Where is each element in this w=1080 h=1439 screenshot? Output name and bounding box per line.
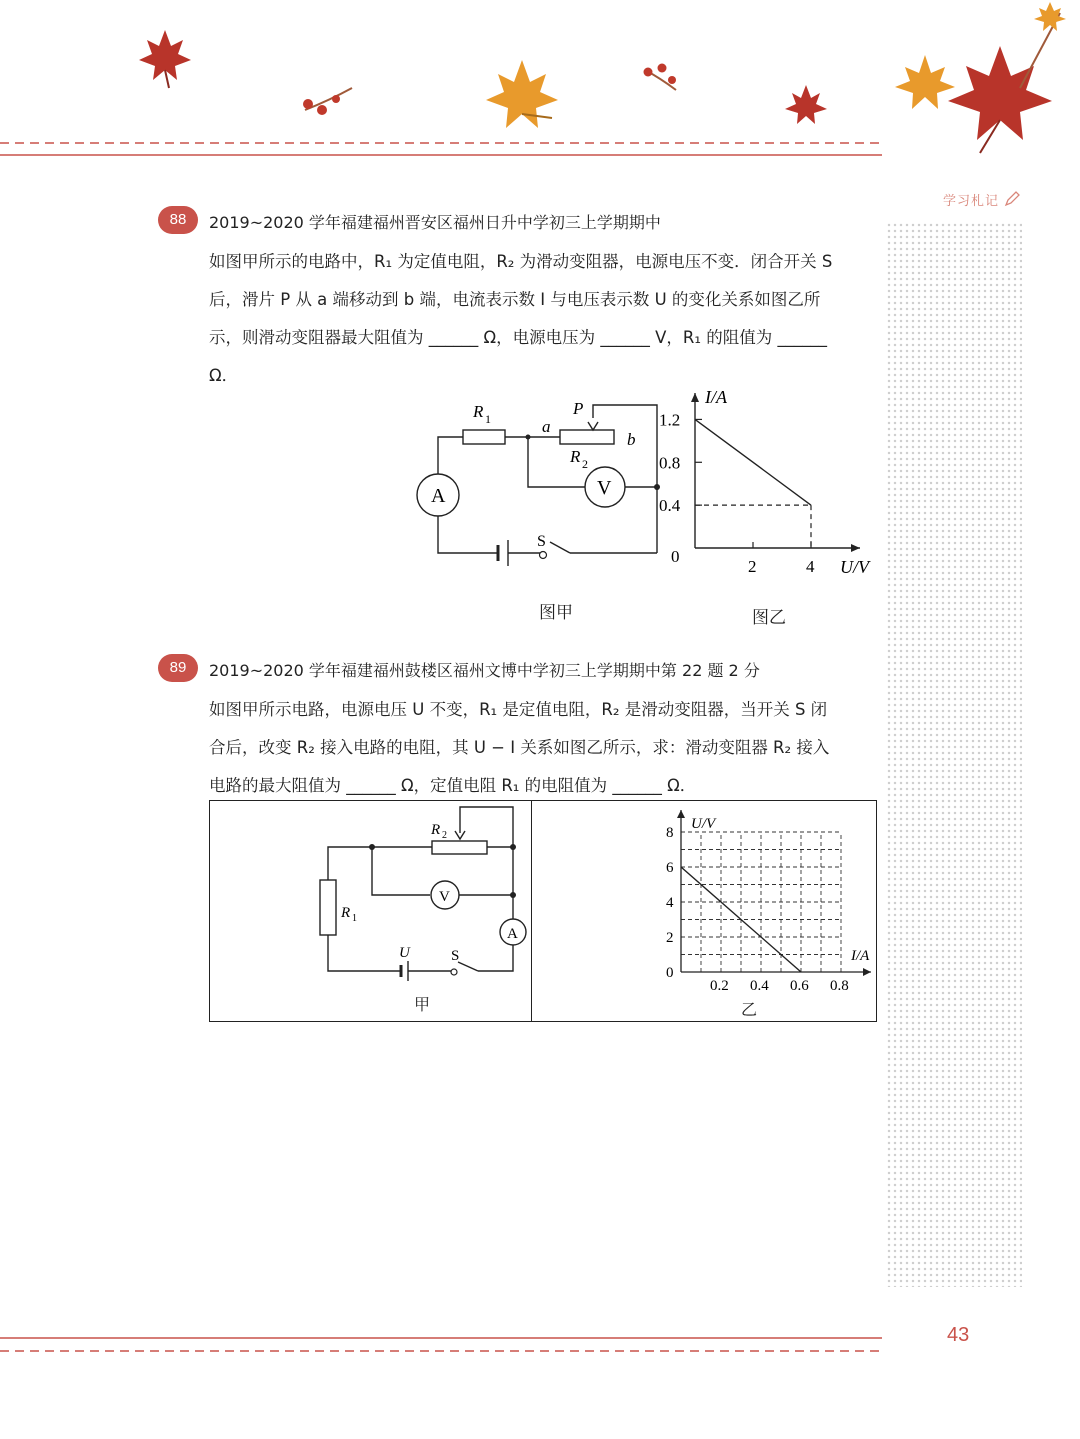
source-label: U (399, 945, 410, 961)
r1-label: R (473, 402, 484, 421)
question-text-line: 示，则滑动变阻器最大阻值为 ______ Ω，电源电压为 ______ V，R₁ 的阻值为 ______ (209, 328, 827, 347)
question-number-badge: 89 (158, 654, 198, 682)
question-text-line: 如图甲所示的电路中，R₁ 为定值电阻，R₂ 为滑动变阻器，电源电压不变．闭合开关 S (209, 252, 833, 271)
question-source: 2019~2020 学年福建福州鼓楼区福州文博中学初三上学期期中第 22 题 2 分 (209, 661, 760, 680)
r1-sub-label: 1 (352, 913, 357, 924)
y-tick-label: 6 (666, 860, 674, 876)
x-tick-label: 2 (748, 557, 757, 576)
berry-branch-icon (644, 64, 677, 91)
figure-caption: 图甲 (539, 603, 573, 623)
end-b-label: b (627, 430, 636, 449)
r2-label: R (570, 447, 581, 466)
y-tick-label: 4 (666, 895, 674, 911)
question-source: 2019~2020 学年福建福州晋安区福州日升中学初三上学期期中 (209, 213, 661, 232)
x-axis-arrow (851, 544, 860, 552)
x-axis-label: I/A (851, 948, 870, 964)
r2-sub-label: 2 (582, 457, 588, 471)
x-axis-arrow (863, 968, 871, 976)
pencil-icon (1004, 191, 1020, 207)
y-tick-label: 1.2 (659, 410, 681, 430)
footer-lines (0, 1330, 890, 1360)
circuit-diagram-a (400, 390, 680, 580)
figure-caption: 图乙 (752, 608, 786, 628)
notes-label: 学习札记 (943, 190, 1020, 209)
resistor-r1 (463, 430, 505, 444)
y-axis-label: I/A (705, 387, 727, 407)
switch-label: S (451, 948, 460, 964)
question-text-line: Ω． (209, 366, 239, 385)
ammeter-label: A (431, 485, 446, 507)
question-number-badge: 88 (158, 206, 198, 234)
figure-caption: 甲 (414, 995, 431, 1014)
berry-branch-icon (303, 88, 352, 115)
origin-label: 0 (666, 965, 674, 981)
maple-leaf-icon (785, 85, 827, 124)
maple-leaf-icon (486, 60, 558, 128)
origin-label: 0 (671, 547, 680, 566)
voltmeter-label: V (439, 889, 450, 905)
r1-label: R (341, 905, 351, 921)
figure-divider (531, 800, 532, 1021)
x-axis-label: U/V (840, 557, 869, 577)
y-axis-arrow (677, 810, 685, 818)
y-tick-label: 2 (666, 930, 674, 946)
maple-leaf-icon (1034, 2, 1066, 31)
maple-leaf-icon (895, 55, 955, 109)
question-text-line: 电路的最大阻值为 ______ Ω，定值电阻 R₁ 的电阻值为 ______ Ω． (209, 776, 697, 795)
x-tick-label: 0.6 (790, 978, 809, 992)
maple-leaf-icon (948, 13, 1060, 153)
x-tick-label: 0.4 (750, 978, 769, 992)
y-axis-arrow (691, 393, 699, 402)
r2-sub-label: 2 (442, 830, 447, 841)
rheostat-r2 (560, 430, 614, 444)
circuit-diagram-b (300, 805, 530, 1015)
switch-label: S (537, 533, 546, 550)
page-number: 43 (947, 1324, 970, 1346)
y-tick-label: 0.4 (659, 496, 681, 516)
y-axis-label: U/V (691, 816, 716, 832)
x-tick-label: 0.2 (710, 978, 729, 992)
r2-label: R (431, 822, 441, 838)
figure-caption: 乙 (741, 1000, 758, 1019)
voltmeter-label: V (597, 477, 612, 499)
x-tick-label: 4 (806, 557, 815, 576)
series-line (695, 419, 811, 505)
graph-b (650, 385, 880, 585)
slider-p-label: P (573, 399, 584, 418)
r1-sub-label: 1 (485, 412, 491, 426)
header-decoration (0, 0, 1080, 170)
notes-dot-grid (886, 222, 1022, 1287)
y-tick-label: 0.8 (659, 453, 681, 473)
question-text-line: 后，滑片 P 从 a 端移动到 b 端，电流表示数 I 与电压表示数 U 的变化关系如图乙所 (209, 290, 821, 309)
end-a-label: a (542, 417, 551, 436)
ammeter-label: A (507, 926, 518, 942)
x-tick-label: 0.8 (830, 978, 849, 992)
graph-b (632, 802, 874, 992)
question-text-line: 如图甲所示电路，电源电压 U 不变，R₁ 是定值电阻，R₂ 是滑动变阻器，当开关 S 闭 (209, 700, 828, 719)
y-tick-label: 8 (666, 825, 674, 841)
maple-leaf-icon (139, 30, 191, 88)
question-text-line: 合后，改变 R₂ 接入电路的电阻，其 U − I 关系如图乙所示，求：滑动变阻器 R₂ 接入 (209, 738, 830, 757)
